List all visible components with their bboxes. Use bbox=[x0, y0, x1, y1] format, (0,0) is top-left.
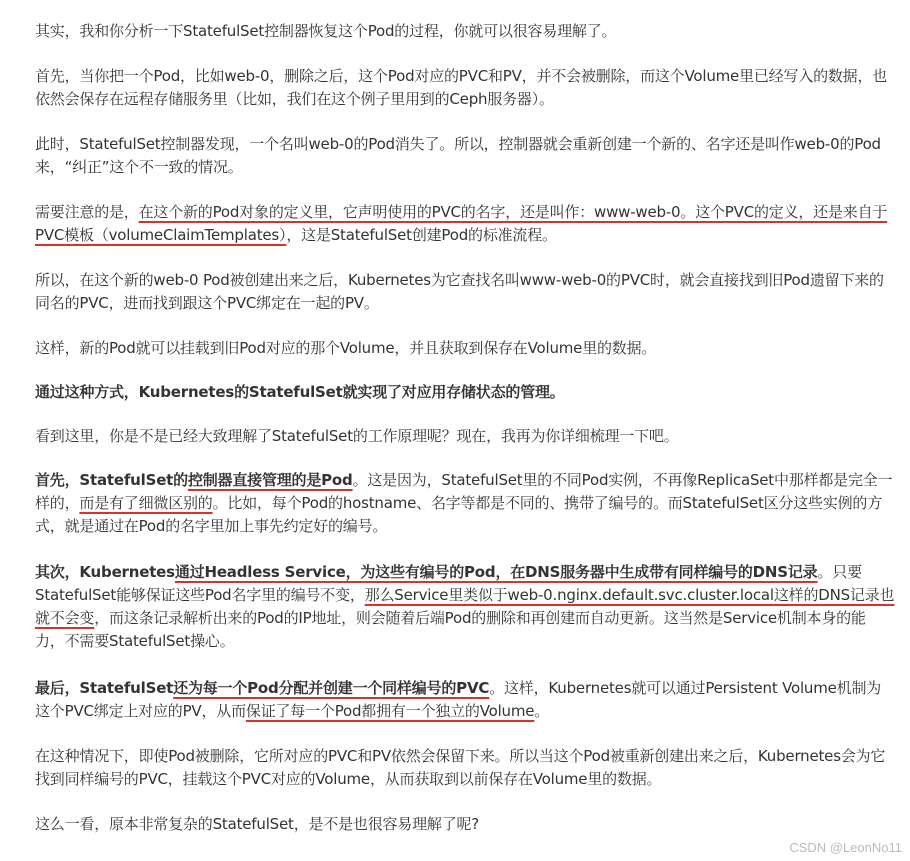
paragraph-find-old-pvc bbox=[35, 269, 895, 315]
paragraph-review bbox=[35, 425, 895, 448]
bold-text: 最后，StatefulSet bbox=[35, 679, 174, 697]
bold-text: 通过这种方式，Kubernetes的StatefulSet就实现了对应用存储状态的管理。 bbox=[35, 383, 565, 401]
underlined-text: 在这个新的Pod对象的定义里，它声明使用的PVC的名字，还是叫作：www-web-0。这个PVC的定义，还是来自于PVC模板（volumeClaimTemplates） bbox=[35, 203, 888, 244]
bold-underlined-text: 还为每一个Pod分配并创建一个同样编号的PVC bbox=[173, 679, 490, 697]
bold-underlined-text: 通过Headless Service，为这些有编号的Pod，在DNS服务器中生成带有同样编号的DNS记录 bbox=[174, 563, 818, 581]
bold-underlined-text: 控制器直接管理的是Pod bbox=[187, 471, 353, 489]
paragraph-mount-volume bbox=[35, 337, 895, 360]
paragraph-conclusion bbox=[35, 813, 895, 836]
paragraph-text: 看到这里，你是不是已经大致理解了StatefulSet的工作原理呢？现在，我再为你详细梳理一下吧。 bbox=[35, 427, 679, 445]
underlined-text: 那么Service里类似于web-0.nginx.default.svc.cluster.local这样的DNS记录也就不会变 bbox=[35, 586, 895, 627]
paragraph-text: 所以，在这个新的web-0 Pod被创建出来之后，Kubernetes为它查找名叫www-web-0的PVC时，就会直接找到旧Pod遗留下来的同名的PVC，进而找到跟这个PVC绑定在一起的PV。 bbox=[35, 271, 884, 312]
paragraph-controller-finds bbox=[35, 133, 895, 179]
paragraph-intro bbox=[35, 20, 895, 43]
paragraph-text: 首先，当你把一个Pod，比如web-0，删除之后，这个Pod对应的PVC和PV，并不会被删除，而这个Volume里已经写入的数据，也依然会保存在远程存储服务里（比如，我们在这个例子里用到的Ceph服务器）。 bbox=[35, 67, 888, 108]
paragraph-point-second bbox=[35, 561, 895, 653]
paragraph-text: 在这种情况下，即使Pod被删除，它所对应的PVC和PV依然会保留下来。所以当这个Pod被重新创建出来之后，Kubernetes会为它找到同样编号的PVC，挂载这个PVC对应的Volume，从而获取到以前保存在Volume里的数据。 bbox=[35, 747, 886, 788]
paragraph-storage-state-summary bbox=[35, 381, 895, 404]
paragraph-text: 需要注意的是， bbox=[35, 203, 139, 221]
paragraph-text: ，而这条记录解析出来的Pod的IP地址，则会随着后端Pod的删除和再创建而自动更新。这当然是Service机制本身的能力，不需要StatefulSet操心。 bbox=[35, 609, 866, 650]
bold-text: 其次，Kubernetes bbox=[35, 563, 175, 581]
paragraph-text: 这么一看，原本非常复杂的StatefulSet，是不是也很容易理解了呢? bbox=[35, 815, 480, 833]
bold-text: 首先，StatefulSet的 bbox=[35, 471, 188, 489]
paragraph-first-delete bbox=[35, 65, 895, 111]
paragraph-point-first bbox=[35, 469, 895, 538]
paragraph-text: 此时，StatefulSet控制器发现，一个名叫web-0的Pod消失了。所以，控制器就会重新创建一个新的、名字还是叫作web-0的Pod来，“纠正”这个不一致的情况。 bbox=[35, 135, 881, 176]
paragraph-pod-deleted bbox=[35, 745, 895, 791]
csdn-watermark: CSDN @LeonNo11 bbox=[789, 840, 902, 855]
underlined-text: 保证了每一个Pod都拥有一个独立的Volume bbox=[245, 702, 535, 720]
paragraph-text: 。这是因为，StatefulSet里的不同Pod实例，不再像ReplicaSet中那样都是完全一样的， bbox=[35, 471, 893, 512]
paragraph-text: 。比如，每个Pod的hostname、名字等都是不同的、携带了编号的。而StatefulSet区分这些实例的方式，就是通过在Pod的名字里加上事先约定好的编号。 bbox=[35, 494, 883, 535]
paragraph-text: 其实，我和你分析一下StatefulSet控制器恢复这个Pod的过程，你就可以很容易理解了。 bbox=[35, 22, 617, 40]
paragraph-text: 这样，新的Pod就可以挂载到旧Pod对应的那个Volume，并且获取到保存在Volume里的数据。 bbox=[35, 339, 657, 357]
paragraph-text: 。 bbox=[534, 702, 550, 720]
underlined-text: 而是有了细微区别的 bbox=[79, 494, 213, 512]
paragraph-text: ，这是StatefulSet创建Pod的标准流程。 bbox=[286, 226, 557, 244]
paragraph-point-last bbox=[35, 677, 895, 723]
paragraph-text: 。这样，Kubernetes就可以通过Persistent Volume机制为这个PVC绑定上对应的PV，从而 bbox=[35, 679, 882, 720]
paragraph-note-pvc-template bbox=[35, 201, 895, 247]
paragraph-text: 。只要StatefulSet能够保证这些Pod名字里的编号不变， bbox=[35, 563, 862, 604]
